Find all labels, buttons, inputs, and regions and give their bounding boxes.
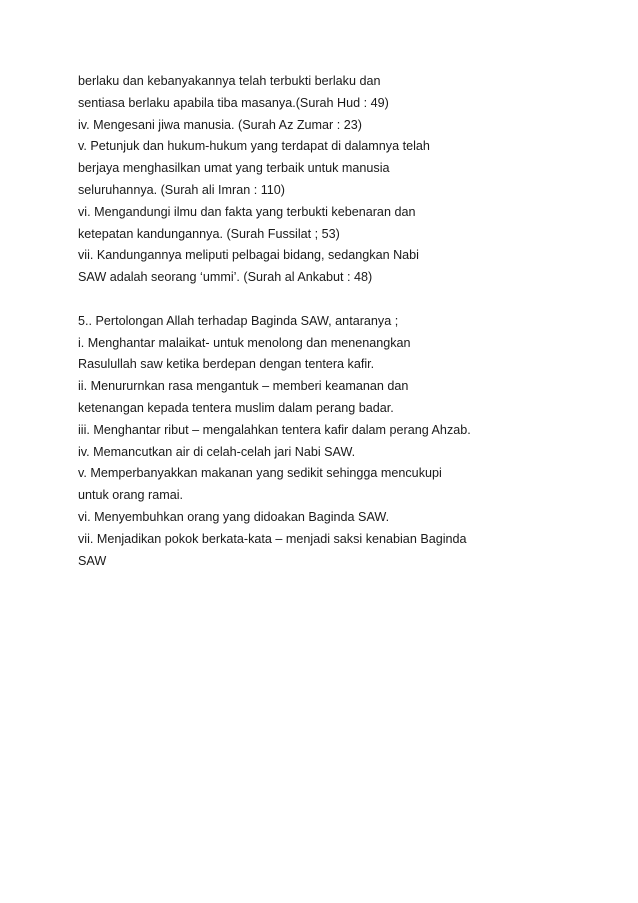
document-body	[78, 71, 578, 572]
text-line: seluruhannya. (Surah ali Imran : 110)	[78, 182, 285, 197]
text-line: berjaya menghasilkan umat yang terbaik untuk manusia	[78, 161, 390, 176]
text-line: vi. Mengandungi ilmu dan fakta yang terbukti kebenaran dan	[78, 204, 416, 219]
text-line: iv. Memancutkan air di celah-celah jari Nabi SAW.	[78, 444, 356, 459]
text-line: berlaku dan kebanyakannya telah terbukti berlaku dan	[78, 74, 381, 88]
text-line: vii. Kandungannya meliputi pelbagai bidang, sedangkan Nabi	[78, 248, 419, 263]
text-line: i. Menghantar malaikat- untuk menolong dan menenangkan	[78, 335, 411, 350]
text-line: vii. Menjadikan pokok berkata-kata – menjadi saksi kenabian Baginda	[78, 531, 467, 546]
text-line: v. Petunjuk dan hukum-hukum yang terdapat di dalamnya telah	[78, 139, 430, 154]
paragraph-spacer	[78, 289, 578, 311]
text-line: ketenangan kepada tentera muslim dalam perang badar.	[78, 400, 394, 415]
paragraph-allah-help	[78, 311, 578, 573]
text-line: SAW	[78, 553, 107, 568]
paragraph-quran-features	[78, 71, 578, 289]
text-line: untuk orang ramai.	[78, 488, 184, 503]
text-line: v. Memperbanyakkan makanan yang sedikit sehingga mencukupi	[78, 466, 442, 481]
text-line: iv. Mengesani jiwa manusia. (Surah Az Zumar : 23)	[78, 117, 362, 132]
text-line: Rasulullah saw ketika berdepan dengan tentera kafir.	[78, 357, 375, 372]
text-line: SAW adalah seorang ‘ummi’. (Surah al Ankabut : 48)	[78, 270, 373, 285]
text-line: sentiasa berlaku apabila tiba masanya.(Surah Hud : 49)	[78, 95, 389, 110]
text-line: ketepatan kandungannya. (Surah Fussilat ; 53)	[78, 226, 340, 241]
text-line: vi. Menyembuhkan orang yang didoakan Baginda SAW.	[78, 509, 390, 524]
section-heading: 5.. Pertolongan Allah terhadap Baginda SAW, antaranya ;	[78, 313, 399, 328]
text-line: iii. Menghantar ribut – mengalahkan tentera kafir dalam perang Ahzab.	[78, 422, 471, 437]
text-line: ii. Menururnkan rasa mengantuk – memberi keamanan dan	[78, 379, 409, 394]
